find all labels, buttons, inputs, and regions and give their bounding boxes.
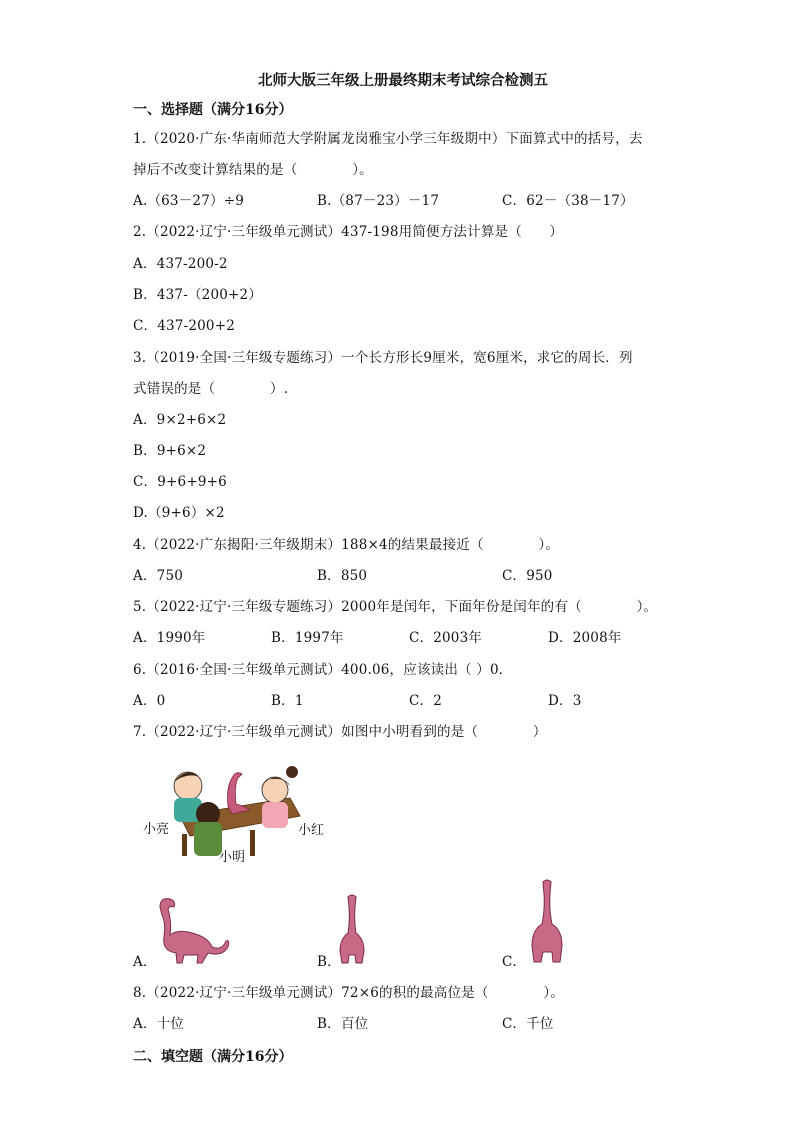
- question-1-stem-line-2: 掉后不改变计算结果的是（ ）。: [133, 162, 373, 178]
- dinosaur-back-shape: [532, 880, 562, 962]
- question-8-stem: 8.（2022·辽宁·三年级单元测试）72×6的积的最高位是（ ）。: [133, 985, 565, 1001]
- question-6-option-b[interactable]: B．1: [271, 693, 304, 709]
- question-5-option-c[interactable]: C．2003年: [409, 630, 483, 646]
- question-5-option-d[interactable]: D．2008年: [548, 630, 622, 646]
- question-6-option-a[interactable]: A．0: [133, 693, 166, 709]
- label-xiaoliang: 小亮: [143, 822, 170, 837]
- question-3-stem-line-1: 3.（2019·全国·三年级专题练习）一个长方形长9厘米，宽6厘米，求它的周长．列: [133, 350, 633, 366]
- question-6-option-c[interactable]: C．2: [409, 693, 443, 709]
- question-3-stem-line-2: 式错误的是（ ）.: [133, 381, 289, 397]
- section-heading-fill-blank: 二、填空题（满分16分）: [133, 1049, 293, 1065]
- question-5-option-b[interactable]: B．1997年: [271, 630, 344, 646]
- question-8-option-b[interactable]: B．百位: [317, 1016, 369, 1032]
- question-4-option-a[interactable]: A．750: [133, 568, 184, 584]
- section-heading-choice: 一、选择题（满分16分）: [133, 102, 293, 118]
- question-3-option-b[interactable]: B．9+6×2: [133, 443, 207, 459]
- question-6-option-d[interactable]: D．3: [548, 693, 582, 709]
- question-4-stem: 4.（2022·广东揭阳·三年级期末）188×4的结果最接近（ ）。: [133, 537, 560, 553]
- label-xiaoming: 小明: [219, 850, 246, 865]
- question-3-option-a[interactable]: A．9×2+6×2: [133, 412, 227, 428]
- question-2-option-a[interactable]: A．437-200-2: [133, 256, 228, 272]
- dinosaur-side-view: [150, 893, 230, 965]
- question-2-option-c[interactable]: C．437-200+2: [133, 318, 236, 334]
- question-3-option-d[interactable]: D.（9+6）×2: [133, 505, 225, 521]
- question-7-option-b[interactable]: B．: [317, 954, 341, 970]
- question-1-option-b[interactable]: B.（87－23）－17: [317, 193, 440, 209]
- question-8-option-c[interactable]: C．千位: [502, 1016, 554, 1032]
- question-7-stem: 7.（2022·辽宁·三年级单元测试）如图中小明看到的是（ ）: [133, 724, 547, 740]
- question-5-stem: 5.（2022·辽宁·三年级专题练习）2000年是闰年，下面年份是闰年的有（ ）。: [133, 599, 658, 615]
- xiaohong-ponytail: [286, 766, 298, 778]
- question-7-option-a[interactable]: A．: [133, 954, 157, 970]
- question-4-option-b[interactable]: B．850: [317, 568, 368, 584]
- question-7-option-c[interactable]: C．: [502, 954, 527, 970]
- question-4-option-c[interactable]: C．950: [502, 568, 553, 584]
- question-3-option-c[interactable]: C．9+6+9+6: [133, 474, 227, 490]
- question-2-option-b[interactable]: B．437-（200+2）: [133, 287, 263, 303]
- dinosaur-side-shape: [160, 899, 229, 963]
- question-1-option-a[interactable]: A.（63－27）÷9: [133, 193, 244, 209]
- option-a-image: [150, 893, 230, 965]
- dinosaur-toy: [228, 773, 251, 814]
- question-6-stem: 6.（2016·全国·三年级单元测试）400.06，应该读出（ ）0．: [133, 662, 513, 678]
- question-5-option-a[interactable]: A．1990年: [133, 630, 206, 646]
- dinosaur-front-shape: [340, 895, 364, 963]
- xiaoming-body: [194, 822, 222, 856]
- option-c-image: [526, 878, 568, 964]
- xiaohong-body: [262, 802, 288, 828]
- table-leg: [182, 834, 187, 856]
- question-1-option-c[interactable]: C．62－（38－17）: [502, 193, 634, 209]
- question-2-stem: 2.（2022·辽宁·三年级单元测试）437-198用简便方法计算是（ ）: [133, 224, 564, 240]
- page-title: 北师大版三年级上册最终期末考试综合检测五: [258, 72, 548, 89]
- question-1-stem-line-1: 1.（2020·广东·华南师范大学附属龙岗雅宝小学三年级期中）下面算式中的括号，去: [133, 131, 643, 147]
- question-8-option-a[interactable]: A．十位: [133, 1016, 185, 1032]
- dinosaur-back-view: [526, 878, 568, 964]
- table-leg: [250, 830, 255, 856]
- label-xiaohong: 小红: [298, 823, 325, 838]
